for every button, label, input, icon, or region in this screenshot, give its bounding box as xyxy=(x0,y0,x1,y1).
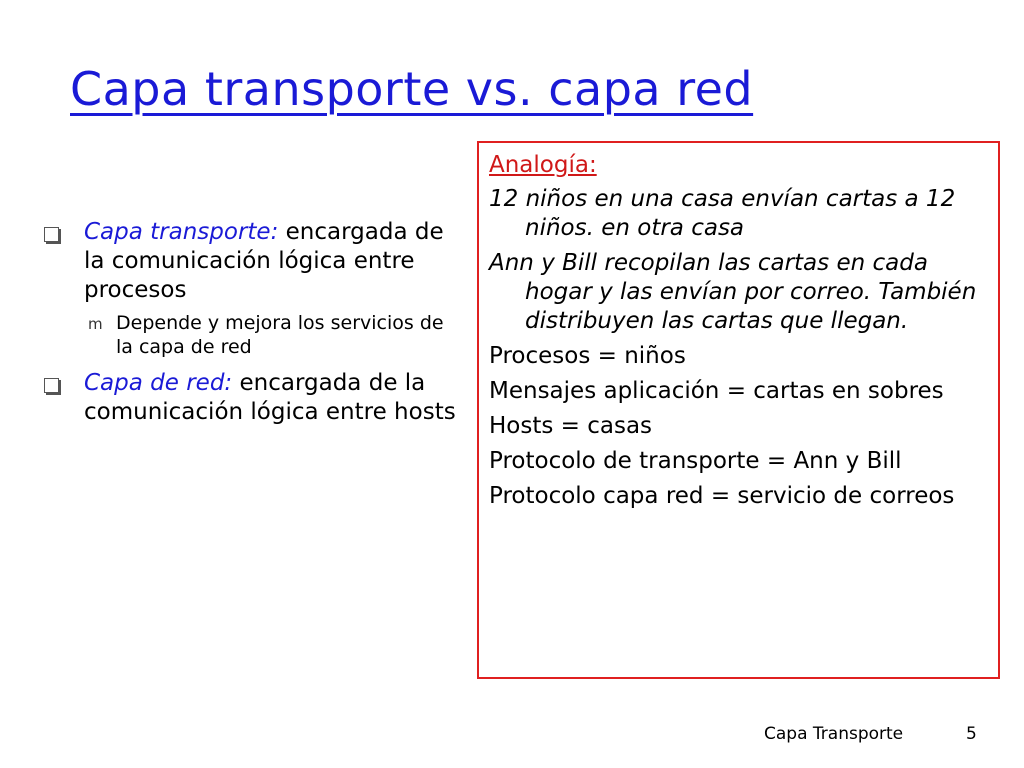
square-bullet-icon xyxy=(44,369,84,393)
page-number: 5 xyxy=(966,724,977,744)
slide-title: Capa transporte vs. capa red xyxy=(70,62,754,116)
analogy-heading: Analogía: xyxy=(489,152,597,178)
bullet-description: encargada de la comunicación lógica entre procesos xyxy=(84,219,444,303)
analogy-paragraph: Procesos = niños xyxy=(489,343,686,369)
footer-label: Capa Transporte xyxy=(764,724,904,744)
analogy-paragraph: Protocolo capa red = servicio de correos xyxy=(489,483,955,509)
bullet-list xyxy=(44,218,464,433)
bullet-text xyxy=(84,218,464,305)
m-bullet-icon: m xyxy=(88,315,103,333)
bullet-item xyxy=(44,369,464,427)
analogy-paragraph: Hosts = casas xyxy=(489,413,653,439)
bullet-item xyxy=(44,218,464,305)
analogy-box xyxy=(477,141,1000,679)
bullet-description: encargada de la comunicación lógica entre hosts xyxy=(84,370,456,425)
bullet-term: Capa transporte: xyxy=(84,219,279,245)
analogy-paragraph: 12 niños en una casa envían cartas a 12 niños. en otra casa xyxy=(489,186,956,241)
square-bullet-icon xyxy=(44,218,84,242)
analogy-paragraph: Mensajes aplicación = cartas en sobres xyxy=(489,378,944,404)
analogy-paragraph: Protocolo de transporte = Ann y Bill xyxy=(489,448,902,474)
bullet-text xyxy=(84,369,464,427)
sub-bullet-text: Depende y mejora los servicios de la capa de red xyxy=(116,312,444,358)
sub-bullet-item xyxy=(88,311,464,359)
analogy-paragraph: Ann y Bill recopilan las cartas en cada hogar y las envían por correo. También distribuyen las cartas que llegan. xyxy=(489,250,977,334)
bullet-term: Capa de red: xyxy=(84,370,233,396)
